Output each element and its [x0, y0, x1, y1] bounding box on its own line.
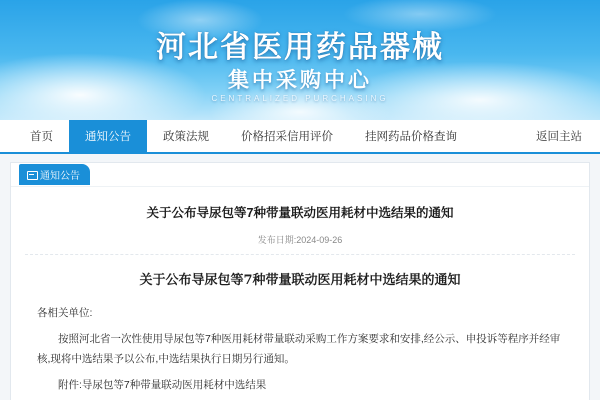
- nav-item-notices[interactable]: 通知公告: [69, 120, 147, 152]
- document-icon: [27, 170, 36, 179]
- breadcrumb-tab-notices[interactable]: [19, 164, 90, 185]
- site-subtitle-english: CENTRALIZED PURCHASING: [211, 94, 389, 103]
- site-subtitle: 集中采购中心: [228, 67, 372, 92]
- document-body-title: 关于公布导尿包等7种带量联动医用耗材中选结果的通知: [139, 272, 461, 288]
- breadcrumb-label: 通知公告: [40, 171, 80, 182]
- nav-item-credit-evaluation[interactable]: 价格招采信用评价: [241, 131, 333, 143]
- content-card: [10, 162, 590, 400]
- site-banner: [0, 0, 600, 120]
- site-title: 河北省医用药品器械: [156, 30, 444, 65]
- breadcrumb: [11, 163, 589, 187]
- nav-item-back-to-main-site[interactable]: 返回主站: [536, 131, 582, 143]
- publish-date: 发布日期:2024-09-26: [25, 223, 575, 255]
- nav-item-home[interactable]: 首页: [30, 131, 53, 143]
- document-paragraph-main: 按照河北省一次性使用导尿包等7种医用耗材带量联动采购工作方案要求和安排,经公示、申投诉等程序并经审核,现将中选结果予以公布,中选结果执行日期另行通知。: [37, 332, 561, 365]
- document-attachment-line: 附件:导尿包等7种带量联动医用耗材中选结果: [58, 378, 267, 391]
- document-body: [11, 290, 589, 396]
- document-paragraph-salutation: 各相关单位:: [37, 307, 93, 319]
- main-nav: [0, 120, 600, 154]
- page-title: 关于公布导尿包等7种带量联动医用耗材中选结果的通知: [146, 206, 454, 220]
- nav-item-drug-price-query[interactable]: 挂网药品价格查询: [365, 131, 457, 143]
- nav-item-policies[interactable]: 政策法规: [163, 131, 209, 143]
